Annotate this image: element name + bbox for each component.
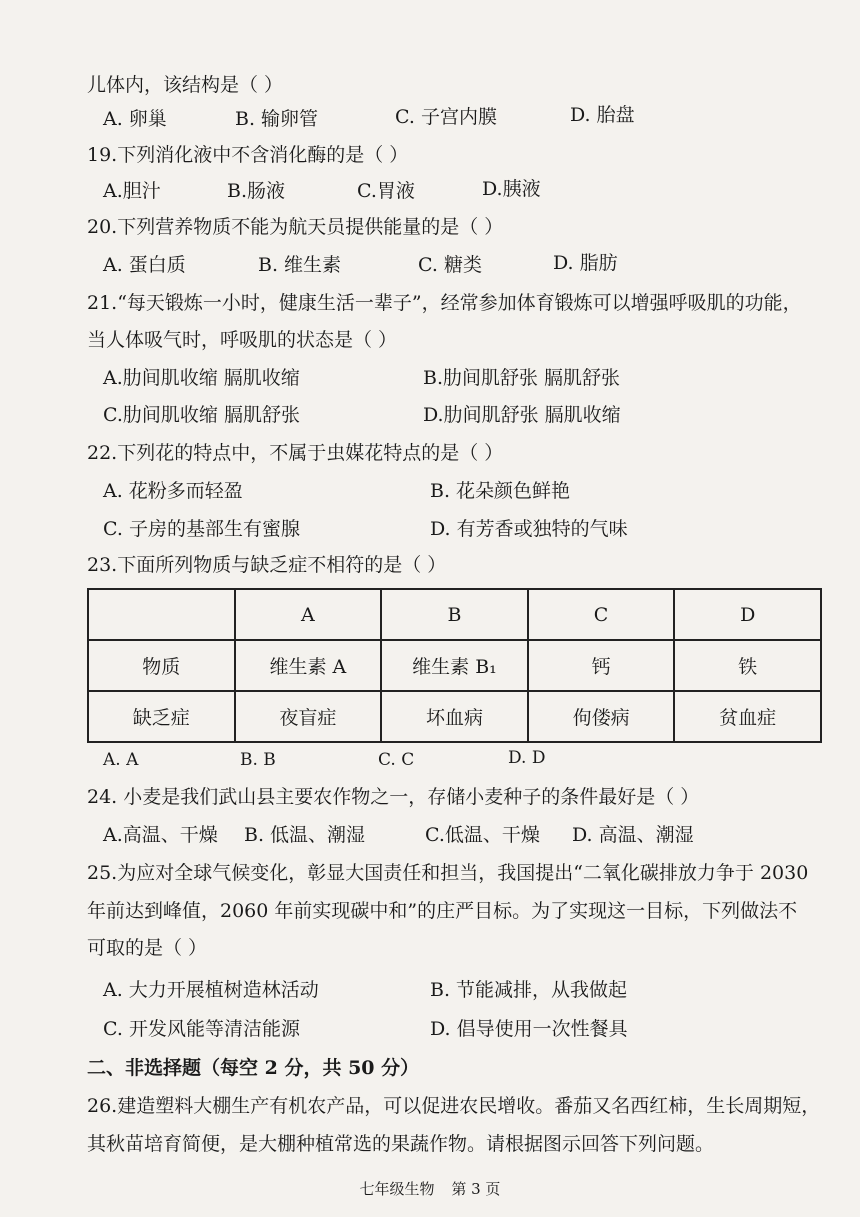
table-cell: 物质 [88,640,235,691]
q20-option-a: A. 蛋白质 [103,254,186,276]
q18-option-d: D. 胎盘 [570,104,635,126]
q18-option-a: A. 卵巢 [103,108,167,130]
table-header-row [88,589,821,640]
table-cell: C [528,589,675,640]
table-cell: 夜盲症 [235,691,382,742]
page-footer [0,1178,860,1199]
q22-option-c: C. 子房的基部生有蜜腺 [103,518,300,540]
q20-stem: 20.下列营养物质不能为航天员提供能量的是（ ） [87,216,504,238]
table-cell [88,589,235,640]
q21-option-a: A.肋间肌收缩 膈肌收缩 [103,367,300,389]
q19-option-b: B.肠液 [227,180,286,202]
table-row [88,691,821,742]
q25-stem-line1: 25.为应对全球气候变化，彰显大国责任和担当，我国提出“二氧化碳排放力争于 2030 [87,862,809,884]
q23-option-c: C. C [378,750,415,770]
section-heading: 二、非选择题（每空 2 分，共 50 分） [87,1057,420,1079]
q22-option-a: A. 花粉多而轻盈 [103,480,243,502]
q25-option-b: B. 节能减排，从我做起 [430,979,628,1001]
q19-option-d: D.胰液 [482,178,541,200]
table-cell: B [381,589,528,640]
q24-stem: 24. 小麦是我们武山县主要农作物之一，存储小麦种子的条件最好是（ ） [87,786,700,808]
q18-tail: 儿体内，该结构是（ ） [87,74,284,96]
q26-stem-line2: 其秋苗培育简便，是大棚种植常选的果蔬作物。请根据图示回答下列问题。 [87,1133,715,1155]
q24-option-d: D. 高温、潮湿 [572,824,694,846]
table-cell: A [235,589,382,640]
q19-option-a: A.胆汁 [103,180,161,202]
q25-option-d: D. 倡导使用一次性餐具 [430,1018,628,1040]
table-cell: 缺乏症 [88,691,235,742]
table-cell: 贫血症 [674,691,821,742]
q25-option-a: A. 大力开展植树造林活动 [103,979,319,1001]
q19-stem: 19.下列消化液中不含消化酶的是（ ） [87,144,409,166]
q19-option-c: C.胃液 [357,180,415,202]
q24-option-c: C.低温、干燥 [425,824,540,846]
q24-option-b: B. 低温、潮湿 [244,824,366,846]
q22-stem: 22.下列花的特点中，不属于虫媒花特点的是（ ） [87,442,504,464]
table-cell: 维生素 A [235,640,382,691]
table-cell: D [674,589,821,640]
q24-option-a: A.高温、干燥 [103,824,218,846]
table-cell: 钙 [528,640,675,691]
bleed-through [520,70,526,91]
table-cell: 佝偻病 [528,691,675,742]
q21-option-c: C.肋间肌收缩 膈肌舒张 [103,404,300,426]
q21-option-b: B.肋间肌舒张 膈肌舒张 [423,367,621,389]
q23-option-b: B. B [240,750,276,770]
q22-option-b: B. 花朵颜色鲜艳 [430,480,571,502]
table-cell: 维生素 B₁ [381,640,528,691]
footer-subject: 七年级生物 [359,1180,435,1198]
table-cell: 坏血病 [381,691,528,742]
q18-option-c: C. 子宫内膜 [395,106,497,128]
table-cell: 铁 [674,640,821,691]
q21-option-d: D.肋间肌舒张 膈肌收缩 [423,404,621,426]
q23-option-a: A. A [103,750,139,770]
q25-option-c: C. 开发风能等清洁能源 [103,1018,300,1040]
q26-stem-line1: 26.建造塑料大棚生产有机农产品，可以促进农民增收。番茄又名西红柿，生长周期短， [87,1095,821,1117]
table-row [88,640,821,691]
q23-option-d: D. D [508,748,546,768]
q25-stem-line2: 年前达到峰值，2060 年前实现碳中和”的庄严目标。为了实现这一目标，下列做法不 [87,900,798,922]
q18-option-b: B. 输卵管 [235,108,319,130]
q23-stem: 23.下面所列物质与缺乏症不相符的是（ ） [87,554,447,576]
deficiency-table [87,588,822,743]
q20-option-d: D. 脂肪 [553,252,618,274]
q21-stem-line1: 21.“每天锻炼一小时，健康生活一辈子”，经常参加体育锻炼可以增强呼吸肌的功能， [87,292,802,314]
q22-option-d: D. 有芳香或独特的气味 [430,518,628,540]
q20-option-c: C. 糖类 [418,254,482,276]
q25-stem-line3: 可取的是（ ） [87,937,208,959]
q20-option-b: B. 维生素 [258,254,342,276]
footer-page-number: 第 3 页 [451,1180,501,1198]
q21-stem-line2: 当人体吸气时，呼吸肌的状态是（ ） [87,329,398,351]
